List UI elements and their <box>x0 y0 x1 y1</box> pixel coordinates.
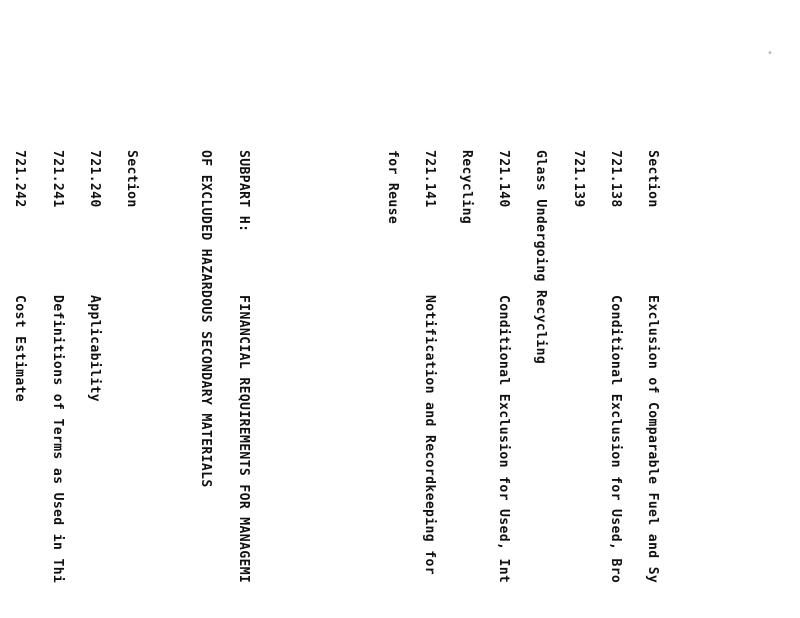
table-row <box>124 150 140 618</box>
spacer <box>311 150 323 618</box>
subpart-label: SUBPART H: <box>235 150 251 233</box>
subpart-title: FINANCIAL REQUIREMENTS FOR MANAGEMI <box>235 295 251 584</box>
section-title: Definitions of Terms as Used in Thi <box>49 295 65 584</box>
table-row <box>88 150 100 618</box>
section-title: Conditional Exclusion for Used, Bro <box>607 295 623 584</box>
table-row <box>460 150 472 618</box>
section-number: Section <box>124 150 140 208</box>
subpart-h <box>0 150 274 618</box>
section-number: 721.139 <box>570 150 586 208</box>
table-row <box>496 150 512 618</box>
section-title: Notification and Recordkeeping for <box>421 295 437 575</box>
section-title: Applicability <box>86 295 102 403</box>
table-row <box>646 150 658 618</box>
rotated-text-block <box>12 150 720 618</box>
section-title: Cost Estimate <box>12 295 28 403</box>
section-number: 721.138 <box>607 150 623 208</box>
table-row <box>570 150 586 618</box>
table-row <box>421 150 437 618</box>
table-row <box>607 150 623 618</box>
table-row <box>49 150 65 618</box>
section-number: for Reuse <box>384 150 400 225</box>
section-title: Exclusion of Comparable Fuel and Sy <box>644 295 660 584</box>
section-number: 721.241 <box>49 150 65 208</box>
top-section-group <box>360 150 682 618</box>
table-row <box>533 150 549 618</box>
table-row <box>12 150 28 618</box>
subpart-title-line2: OF EXCLUDED HAZARDOUS SECONDARY MATERIALS <box>198 150 214 488</box>
scan-mark: • <box>767 48 774 59</box>
section-number: 721.140 <box>496 150 512 208</box>
subpart-heading <box>235 150 251 618</box>
spacer <box>162 150 174 618</box>
section-number: 721.242 <box>12 150 28 208</box>
section-number: Section <box>644 150 660 208</box>
table-row <box>384 150 400 618</box>
section-number: 721.141 <box>421 150 437 208</box>
section-number: Glass Undergoing Recycling <box>533 150 549 365</box>
section-title: Conditional Exclusion for Used, Int <box>496 295 512 584</box>
subpart-heading-continuation <box>198 150 214 618</box>
section-number: Recycling <box>458 150 474 225</box>
section-number: 721.240 <box>86 150 102 208</box>
